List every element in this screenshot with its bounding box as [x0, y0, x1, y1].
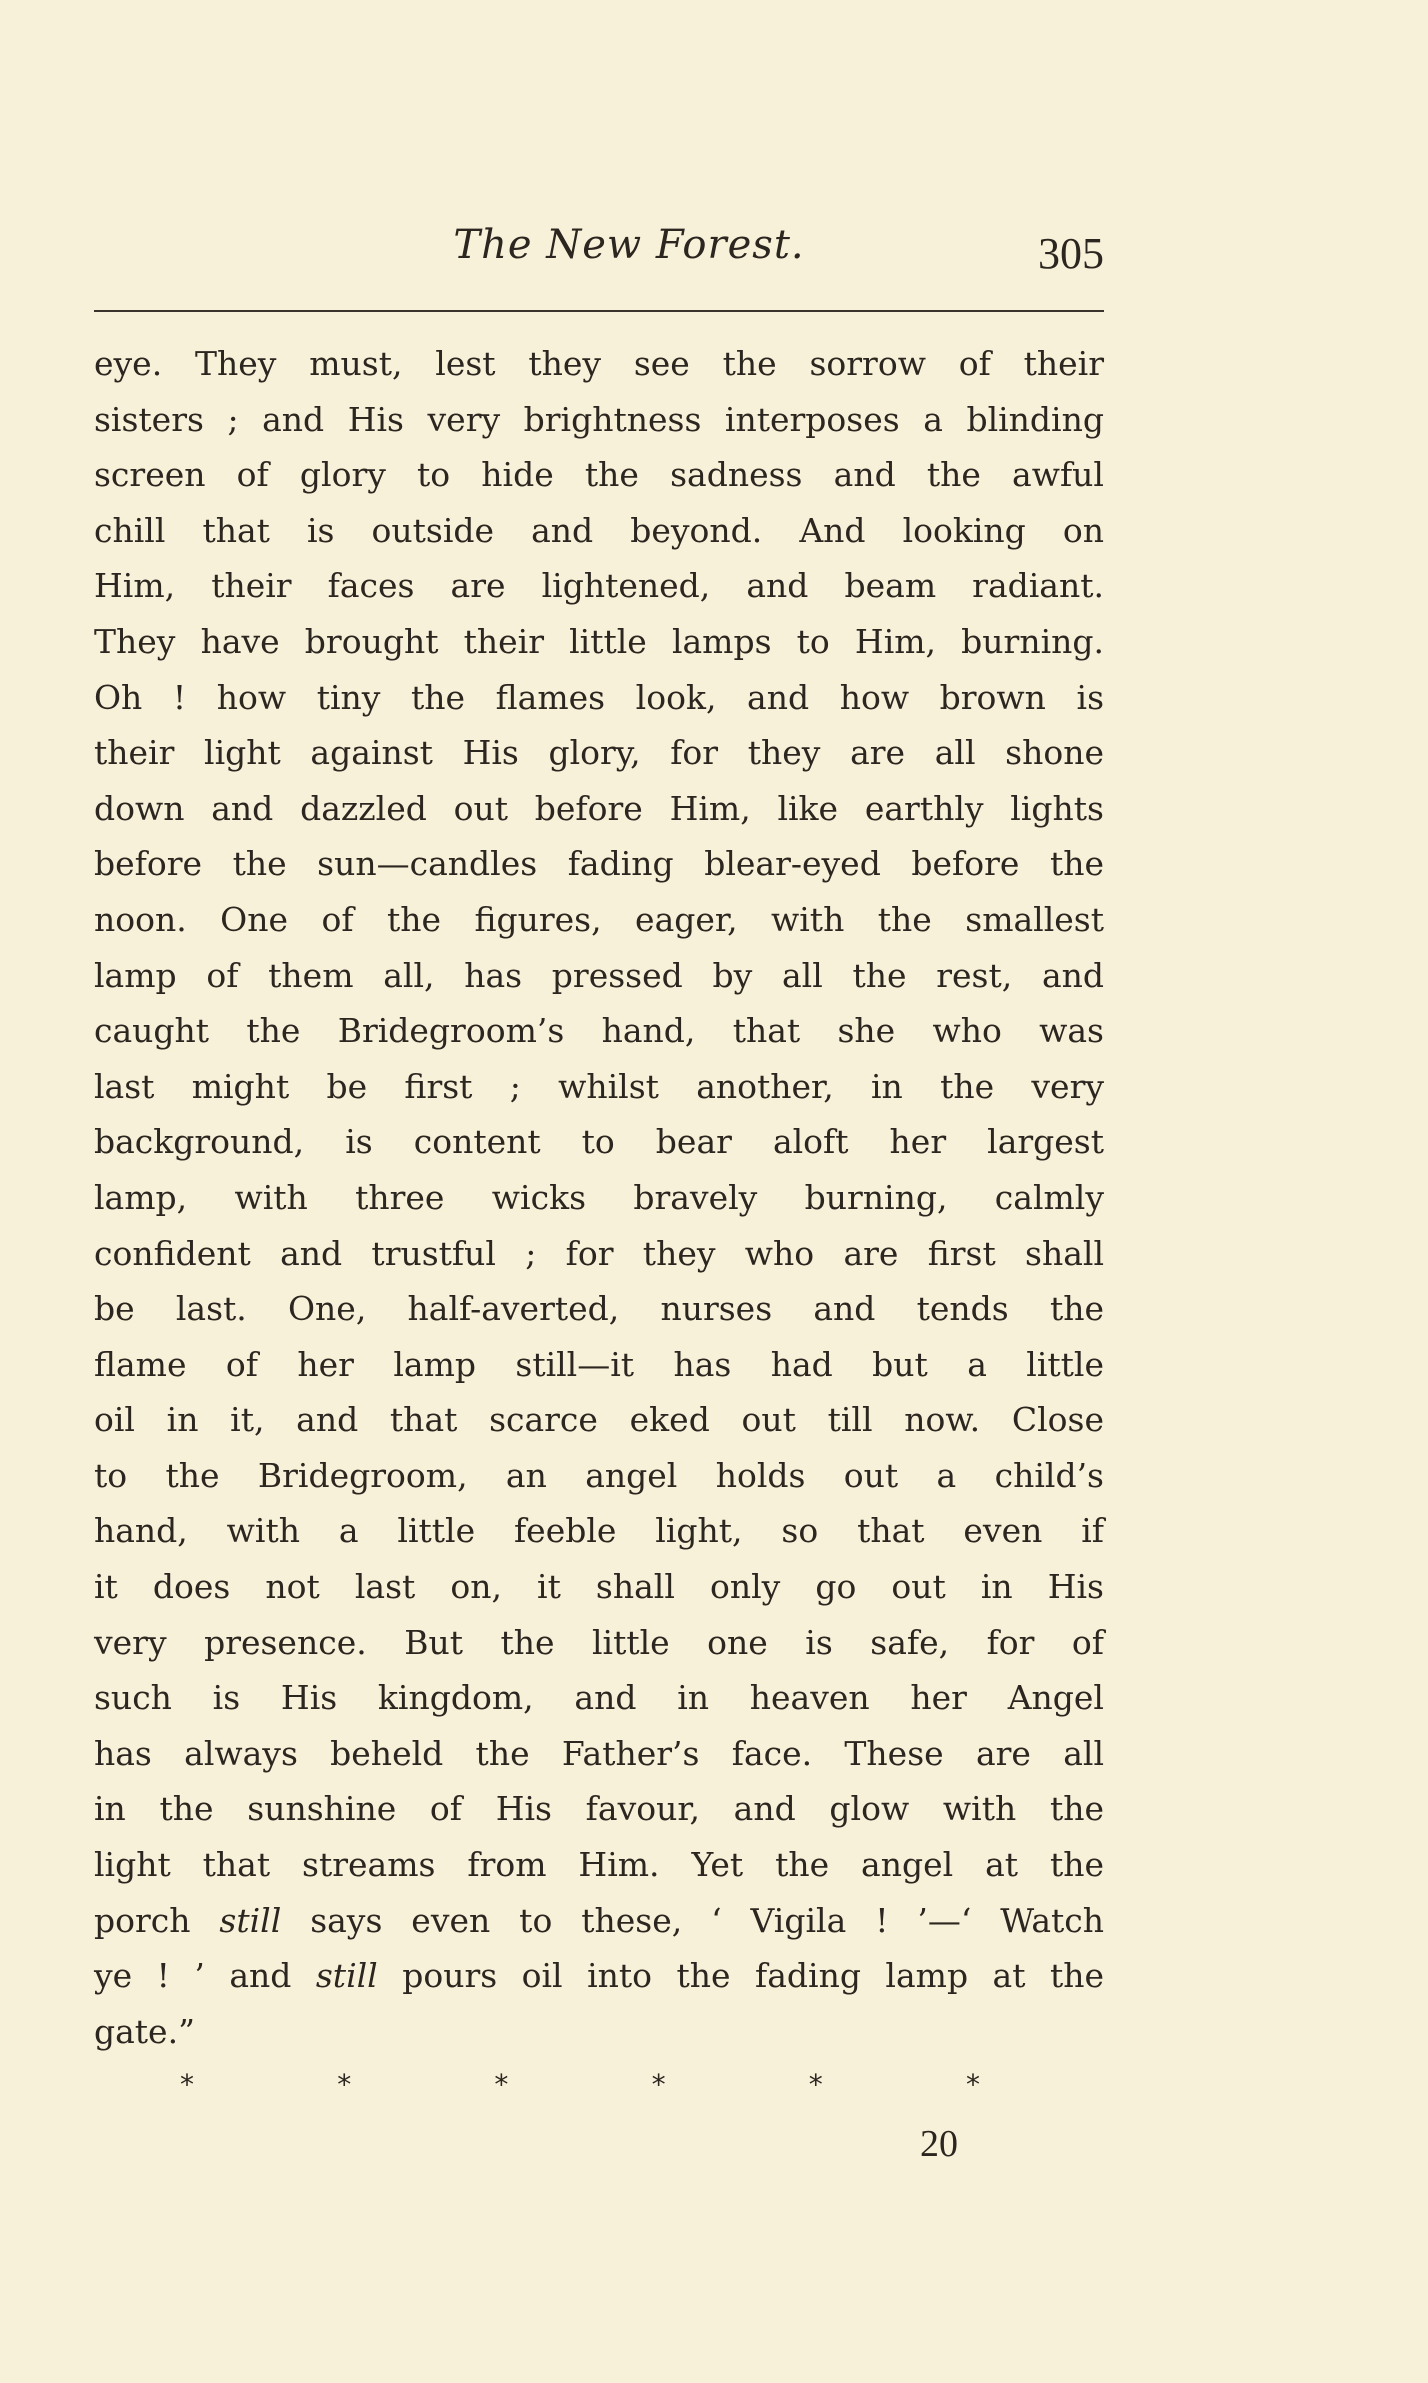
- text-line: caught the Bridegroom’s hand, that she who was: [94, 1011, 1104, 1051]
- text-line: their light against His glory, for they are all shone: [94, 733, 1104, 773]
- separator-star: *: [337, 2068, 352, 2101]
- separator-star: *: [180, 2068, 194, 2101]
- text-line: light that streams from Him. Yet the angel at the: [94, 1845, 1104, 1885]
- text-line: has always beheld the Father’s face. These are all: [94, 1733, 1104, 1773]
- text-line: gate.”: [94, 2011, 195, 2051]
- text-line: screen of glory to hide the sadness and the awful: [94, 455, 1104, 495]
- text-line: such is His kingdom, and in heaven her Angel: [94, 1678, 1104, 1718]
- text-line: to the Bridegroom, an angel holds out a child’s: [94, 1455, 1104, 1495]
- separator-star: *: [494, 2068, 509, 2101]
- text-line: oil in it, and that scarce eked out till now. Close: [94, 1400, 1104, 1440]
- page-number: 305: [1038, 229, 1104, 278]
- text-line: confident and trustful ; for they who are first shall: [94, 1233, 1104, 1273]
- italic-emphasis: still: [219, 1900, 282, 1940]
- page-header: [94, 222, 1104, 282]
- text-line: chill that is outside and beyond. And looking on: [94, 510, 1104, 550]
- text-fragment: porch: [94, 1900, 220, 1940]
- text-line: sisters ; and His very brightness interposes a blinding: [94, 399, 1104, 439]
- text-line: in the sunshine of His favour, and glow with the: [94, 1789, 1104, 1829]
- text-fragment: ye ! ’ and: [94, 1956, 316, 1996]
- section-separator: [180, 2068, 980, 2101]
- text-line: flame of her lamp still—it has had but a little: [94, 1344, 1104, 1384]
- text-line: lamp, with three wicks bravely burning, calmly: [94, 1177, 1104, 1217]
- text-fragment: pours oil into the fading lamp at the: [377, 1956, 1104, 1996]
- text-line: be last. One, half-averted, nurses and tends the: [94, 1289, 1104, 1329]
- text-line: Oh ! how tiny the flames look, and how brown is: [94, 677, 1104, 717]
- text-line: lamp of them all, has pressed by all the rest, and: [94, 955, 1104, 995]
- body-text: [94, 336, 1104, 2059]
- text-line: background, is content to bear aloft her largest: [94, 1122, 1104, 1162]
- separator-star: *: [965, 2068, 980, 2101]
- text-line: down and dazzled out before Him, like earthly lights: [94, 788, 1104, 828]
- text-line: very presence. But the little one is safe, for of: [94, 1622, 1104, 1662]
- running-title: The New Forest.: [453, 222, 805, 268]
- text-line: last might be first ; whilst another, in the very: [94, 1066, 1104, 1106]
- text-line: [94, 1893, 1104, 1949]
- header-rule: [94, 310, 1104, 312]
- text-line: it does not last on, it shall only go out in His: [94, 1567, 1104, 1607]
- text-line: noon. One of the figures, eager, with the smallest: [94, 899, 1104, 939]
- text-line: hand, with a little feeble light, so that even if: [94, 1511, 1104, 1551]
- text-line: They have brought their little lamps to Him, burning.: [94, 621, 1104, 661]
- signature-mark: 20: [920, 2123, 958, 2165]
- text-line: Him, their faces are lightened, and beam radiant.: [94, 566, 1104, 606]
- text-fragment: says even to these, ‘ Vigila ! ’—‘ Watch: [281, 1900, 1104, 1940]
- text-line: eye. They must, lest they see the sorrow of their: [94, 344, 1104, 383]
- text-line: [94, 1948, 1104, 2004]
- separator-star: *: [651, 2068, 666, 2101]
- separator-star: *: [808, 2068, 823, 2101]
- text-line: before the sun—candles fading blear-eyed before the: [94, 844, 1104, 884]
- italic-emphasis: still: [315, 1956, 378, 1996]
